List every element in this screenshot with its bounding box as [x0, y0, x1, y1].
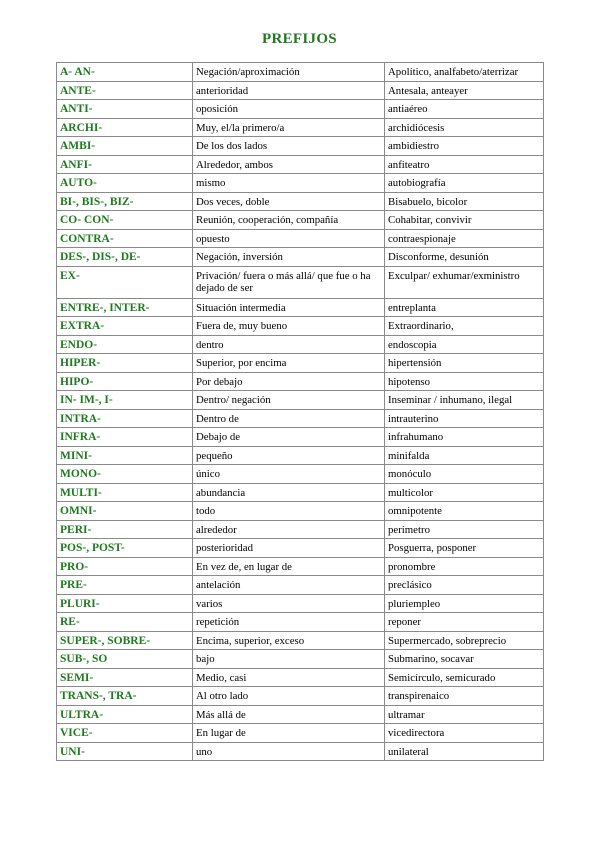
- table-row: [57, 391, 544, 410]
- meaning-cell: Medio, casi: [193, 668, 385, 687]
- example-cell: Disconforme, desunión: [385, 248, 544, 267]
- meaning-cell: Muy, el/la primero/a: [193, 118, 385, 137]
- table-row: [57, 742, 544, 761]
- example-cell: hipotenso: [385, 372, 544, 391]
- prefix-cell: AMBI-: [57, 137, 193, 156]
- meaning-cell: mismo: [193, 174, 385, 193]
- table-row: [57, 483, 544, 502]
- table-row: [57, 446, 544, 465]
- table-row: [57, 354, 544, 373]
- meaning-cell: Negación, inversión: [193, 248, 385, 267]
- meaning-cell: Alrededor, ambos: [193, 155, 385, 174]
- meaning-cell: oposición: [193, 100, 385, 119]
- prefix-cell: ENDO-: [57, 335, 193, 354]
- table-row: [57, 81, 544, 100]
- prefix-cell: SUB-, SO: [57, 650, 193, 669]
- example-cell: preclásico: [385, 576, 544, 595]
- table-row: [57, 137, 544, 156]
- prefix-cell: ARCHI-: [57, 118, 193, 137]
- meaning-cell: Al otro lado: [193, 687, 385, 706]
- prefix-cell: INTRA-: [57, 409, 193, 428]
- example-cell: ultramar: [385, 705, 544, 724]
- example-cell: omnipotente: [385, 502, 544, 521]
- table-row: [57, 668, 544, 687]
- example-cell: Bisabuelo, bicolor: [385, 192, 544, 211]
- table-row: [57, 520, 544, 539]
- example-cell: infrahumano: [385, 428, 544, 447]
- example-cell: Extraordinario,: [385, 317, 544, 336]
- prefix-cell: A- AN-: [57, 63, 193, 82]
- table-row: [57, 298, 544, 317]
- prefix-cell: PERI-: [57, 520, 193, 539]
- meaning-cell: antelación: [193, 576, 385, 595]
- example-cell: pronombre: [385, 557, 544, 576]
- table-row: [57, 576, 544, 595]
- meaning-cell: De los dos lados: [193, 137, 385, 156]
- prefix-cell: UNI-: [57, 742, 193, 761]
- prefix-cell: INFRA-: [57, 428, 193, 447]
- table-row: [57, 465, 544, 484]
- prefix-cell: OMNI-: [57, 502, 193, 521]
- table-row: [57, 317, 544, 336]
- meaning-cell: todo: [193, 502, 385, 521]
- meaning-cell: Superior, por encima: [193, 354, 385, 373]
- example-cell: autobiografía: [385, 174, 544, 193]
- prefix-cell: CONTRA-: [57, 229, 193, 248]
- meaning-cell: anterioridad: [193, 81, 385, 100]
- table-row: [57, 724, 544, 743]
- table-row: [57, 650, 544, 669]
- prefix-cell: TRANS-, TRA-: [57, 687, 193, 706]
- prefix-cell: ULTRA-: [57, 705, 193, 724]
- prefix-cell: PRE-: [57, 576, 193, 595]
- example-cell: Antesala, anteayer: [385, 81, 544, 100]
- prefix-table: [56, 62, 544, 761]
- example-cell: ambidiestro: [385, 137, 544, 156]
- table-row: [57, 266, 544, 298]
- example-cell: minifalda: [385, 446, 544, 465]
- example-cell: Inseminar / inhumano, ilegal: [385, 391, 544, 410]
- meaning-cell: Dos veces, doble: [193, 192, 385, 211]
- table-row: [57, 100, 544, 119]
- example-cell: entreplanta: [385, 298, 544, 317]
- prefix-cell: AUTO-: [57, 174, 193, 193]
- table-row: [57, 63, 544, 82]
- prefix-cell: RE-: [57, 613, 193, 632]
- example-cell: unilateral: [385, 742, 544, 761]
- table-row: [57, 248, 544, 267]
- prefix-table-body: [57, 63, 544, 761]
- meaning-cell: Dentro de: [193, 409, 385, 428]
- prefix-cell: PLURI-: [57, 594, 193, 613]
- meaning-cell: pequeño: [193, 446, 385, 465]
- meaning-cell: único: [193, 465, 385, 484]
- meaning-cell: Encima, superior, exceso: [193, 631, 385, 650]
- table-row: [57, 428, 544, 447]
- prefix-cell: ENTRE-, INTER-: [57, 298, 193, 317]
- table-row: [57, 335, 544, 354]
- meaning-cell: opuesto: [193, 229, 385, 248]
- prefix-cell: EX-: [57, 266, 193, 298]
- table-row: [57, 539, 544, 558]
- meaning-cell: varios: [193, 594, 385, 613]
- table-row: [57, 631, 544, 650]
- example-cell: Supermercado, sobreprecio: [385, 631, 544, 650]
- prefix-cell: ANTE-: [57, 81, 193, 100]
- prefix-cell: MONO-: [57, 465, 193, 484]
- example-cell: pluriempleo: [385, 594, 544, 613]
- table-row: [57, 174, 544, 193]
- prefix-cell: HIPER-: [57, 354, 193, 373]
- prefix-cell: SEMI-: [57, 668, 193, 687]
- example-cell: hipertensión: [385, 354, 544, 373]
- meaning-cell: Más allá de: [193, 705, 385, 724]
- example-cell: intrauterino: [385, 409, 544, 428]
- example-cell: Submarino, socavar: [385, 650, 544, 669]
- prefix-cell: SUPER-, SOBRE-: [57, 631, 193, 650]
- meaning-cell: dentro: [193, 335, 385, 354]
- meaning-cell: uno: [193, 742, 385, 761]
- table-row: [57, 557, 544, 576]
- example-cell: antiaéreo: [385, 100, 544, 119]
- example-cell: transpirenaico: [385, 687, 544, 706]
- meaning-cell: Situación intermedia: [193, 298, 385, 317]
- example-cell: perímetro: [385, 520, 544, 539]
- page-title: PREFIJOS: [262, 31, 337, 47]
- prefix-cell: HIPO-: [57, 372, 193, 391]
- example-cell: monóculo: [385, 465, 544, 484]
- prefix-cell: DES-, DIS-, DE-: [57, 248, 193, 267]
- table-row: [57, 229, 544, 248]
- meaning-cell: posterioridad: [193, 539, 385, 558]
- example-cell: Posguerra, posponer: [385, 539, 544, 558]
- meaning-cell: repetición: [193, 613, 385, 632]
- table-row: [57, 705, 544, 724]
- table-row: [57, 155, 544, 174]
- prefix-cell: MULTI-: [57, 483, 193, 502]
- prefix-cell: EXTRA-: [57, 317, 193, 336]
- example-cell: Semicírculo, semicurado: [385, 668, 544, 687]
- prefix-cell: VICE-: [57, 724, 193, 743]
- meaning-cell: Privación/ fuera o más allá/ que fue o ha dejado de ser: [193, 266, 385, 298]
- example-cell: vicedirectora: [385, 724, 544, 743]
- example-cell: multicolor: [385, 483, 544, 502]
- table-row: [57, 613, 544, 632]
- meaning-cell: Fuera de, muy bueno: [193, 317, 385, 336]
- meaning-cell: alrededor: [193, 520, 385, 539]
- meaning-cell: Dentro/ negación: [193, 391, 385, 410]
- example-cell: reponer: [385, 613, 544, 632]
- example-cell: contraespionaje: [385, 229, 544, 248]
- prefix-cell: POS-, POST-: [57, 539, 193, 558]
- table-row: [57, 118, 544, 137]
- prefix-cell: IN- IM-, I-: [57, 391, 193, 410]
- table-row: [57, 502, 544, 521]
- meaning-cell: En vez de, en lugar de: [193, 557, 385, 576]
- table-row: [57, 409, 544, 428]
- meaning-cell: Negación/aproximación: [193, 63, 385, 82]
- meaning-cell: abundancia: [193, 483, 385, 502]
- table-row: [57, 372, 544, 391]
- table-row: [57, 192, 544, 211]
- meaning-cell: Reunión, cooperación, compañía: [193, 211, 385, 230]
- table-row: [57, 594, 544, 613]
- example-cell: Exculpar/ exhumar/exministro: [385, 266, 544, 298]
- meaning-cell: Debajo de: [193, 428, 385, 447]
- prefix-cell: ANFI-: [57, 155, 193, 174]
- meaning-cell: Por debajo: [193, 372, 385, 391]
- prefix-cell: ANTI-: [57, 100, 193, 119]
- prefix-cell: BI-, BIS-, BIZ-: [57, 192, 193, 211]
- example-cell: Apolítico, analfabeto/aterrizar: [385, 63, 544, 82]
- example-cell: Cohabitar, convivir: [385, 211, 544, 230]
- example-cell: archidiócesis: [385, 118, 544, 137]
- prefix-cell: PRO-: [57, 557, 193, 576]
- meaning-cell: bajo: [193, 650, 385, 669]
- table-row: [57, 687, 544, 706]
- example-cell: anfiteatro: [385, 155, 544, 174]
- meaning-cell: En lugar de: [193, 724, 385, 743]
- prefix-cell: MINI-: [57, 446, 193, 465]
- prefix-cell: CO- CON-: [57, 211, 193, 230]
- example-cell: endoscopia: [385, 335, 544, 354]
- table-row: [57, 211, 544, 230]
